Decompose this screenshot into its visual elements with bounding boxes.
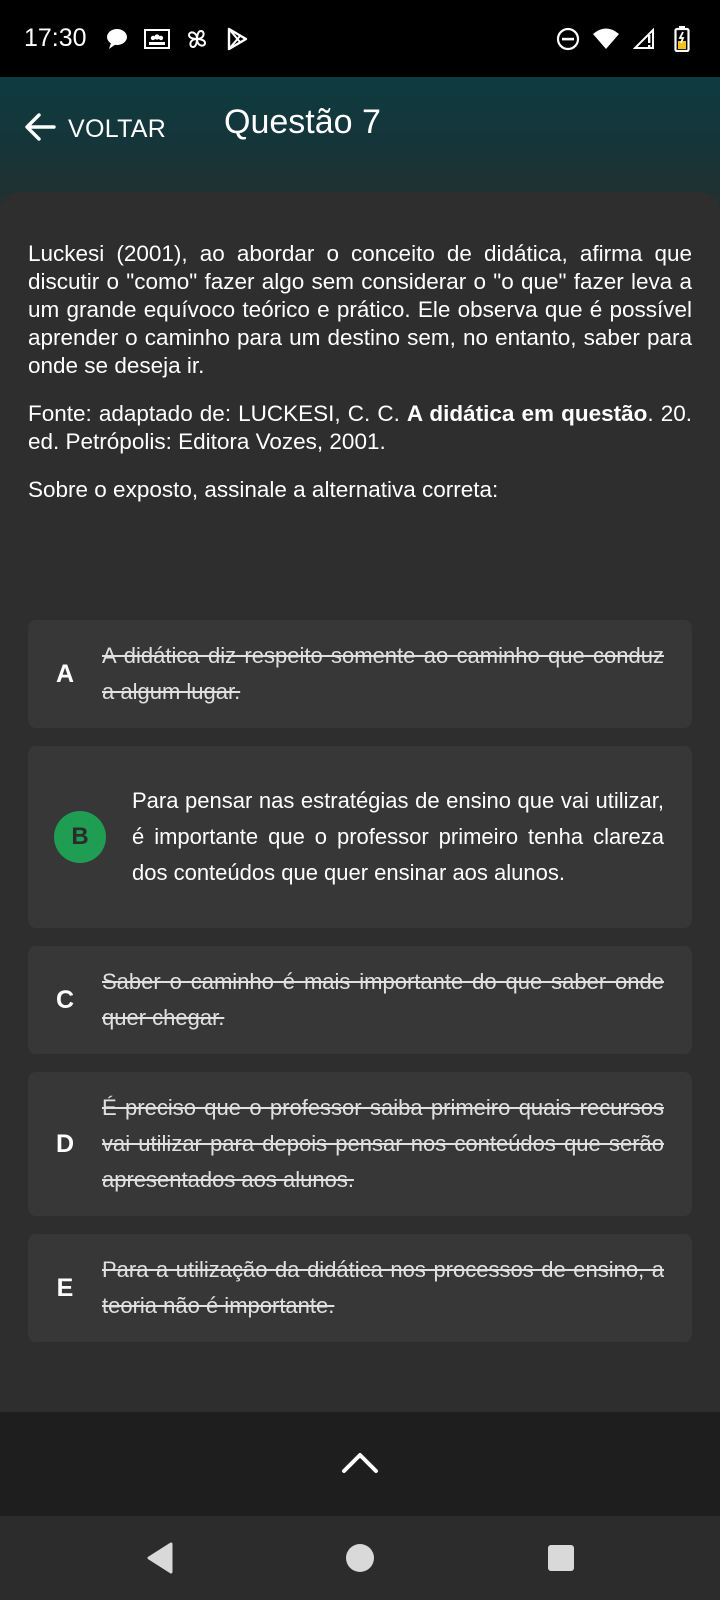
back-label: VOLTAR xyxy=(68,114,167,143)
back-button[interactable] xyxy=(24,105,166,153)
option-letter: D xyxy=(55,1129,75,1158)
question-source xyxy=(28,400,692,456)
nav-home-icon[interactable] xyxy=(342,1540,378,1576)
option-text: É preciso que o professor saiba primeiro quais recursos vai utilizar para depois pensar nos conteúdos que serão apresentados aos alunos. xyxy=(102,1095,664,1192)
selected-badge: B xyxy=(54,811,106,863)
option-text: Saber o caminho é mais importante do que saber onde quer chegar. xyxy=(102,969,664,1030)
option-text: Para a utilização da didática nos processos de ensino, a teoria não é importante. xyxy=(102,1257,664,1318)
option-d[interactable] xyxy=(28,1072,692,1216)
option-letter: C xyxy=(55,985,75,1014)
do-not-disturb-icon xyxy=(554,25,582,53)
option-c[interactable] xyxy=(28,946,692,1054)
chevron-up-icon[interactable] xyxy=(340,1449,380,1480)
source-title: A didática em questão xyxy=(406,401,648,426)
nav-back-icon[interactable] xyxy=(142,1540,178,1576)
classroom-icon xyxy=(143,25,171,53)
play-store-icon xyxy=(223,25,251,53)
option-a[interactable] xyxy=(28,620,692,728)
option-letter: E xyxy=(56,1273,74,1302)
source-prefix: Fonte: adaptado de: LUCKESI, C. C. xyxy=(28,401,407,426)
wifi-icon xyxy=(592,25,620,53)
status-time: 17:30 xyxy=(24,24,87,52)
bottom-bar xyxy=(0,1412,720,1516)
page-title: Questão 7 xyxy=(224,103,381,141)
battery-icon xyxy=(668,25,696,53)
notification-icons xyxy=(103,25,251,53)
pinwheel-icon xyxy=(183,25,211,53)
option-text: A didática diz respeito somente ao caminho que conduz a algum lugar. xyxy=(102,643,664,704)
options-list xyxy=(28,620,692,1360)
selected-badge-wrap xyxy=(28,811,132,863)
source-suffix: . 20. ed. Petrópolis: Editora Vozes, 2001. xyxy=(28,401,692,454)
nav-recents-icon[interactable] xyxy=(543,1540,579,1576)
status-bar xyxy=(0,0,720,77)
signal-icon xyxy=(630,25,658,53)
option-b[interactable] xyxy=(28,746,692,928)
option-e[interactable] xyxy=(28,1234,692,1342)
option-letter: A xyxy=(55,659,75,688)
arrow-left-icon xyxy=(24,112,56,147)
system-nav-bar xyxy=(0,1516,720,1600)
question-card xyxy=(0,192,720,1412)
system-icons xyxy=(554,25,696,53)
chat-bubble-icon xyxy=(103,25,131,53)
option-text: Para pensar nas estratégias de ensino que vai utilizar, é importante que o professor primeiro tenha clareza dos conteúdos que quer ensinar aos alunos. xyxy=(132,788,664,885)
question-prompt: Sobre o exposto, assinale a alternativa correta: xyxy=(28,477,499,502)
question-text: Luckesi (2001), ao abordar o conceito de didática, afirma que discutir o "como" fazer algo sem considerar o "o que" fazer leva a um grande equívoco teórico e prático. Ele observa que é possível aprender o caminho para um destino sem, no entanto, saber para onde se deseja ir. xyxy=(28,241,692,378)
